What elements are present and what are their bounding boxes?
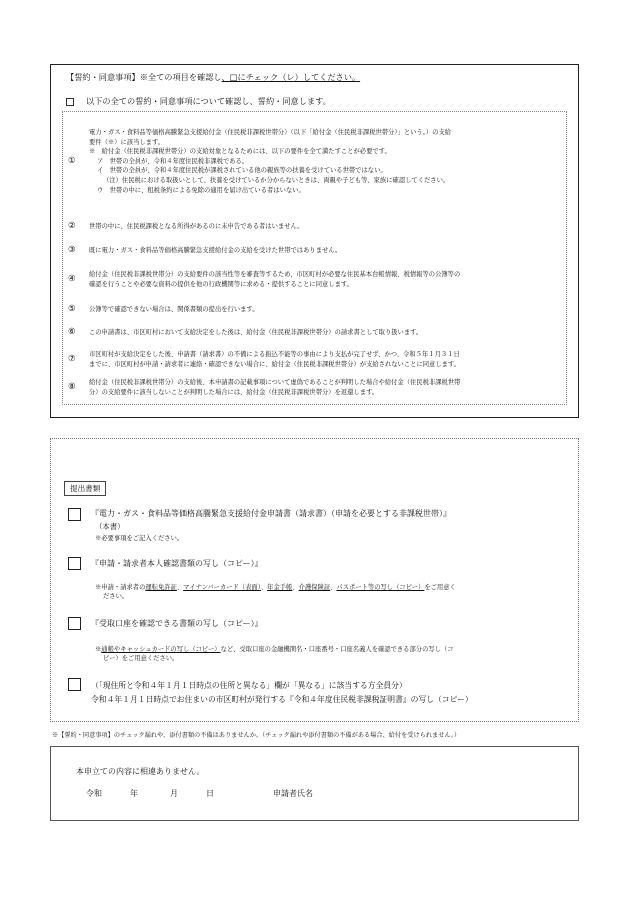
doc2-note-sep: 、: [292, 584, 299, 591]
doc4-checkbox[interactable]: [68, 678, 81, 691]
date-era-label: 令和: [86, 789, 102, 798]
applicant-name-label: 申請者氏名: [273, 789, 313, 798]
doc2-note-line2: ださい。: [103, 593, 129, 600]
pledge-item-number: ⑦: [68, 354, 76, 364]
doc3-note-passbook: 通帳やキャッシュカードの写し（コピー）: [101, 646, 221, 653]
pledge-item-line: ※ 給付金（住民税非課税世帯分）の支給対象となるためには、以下の要件を全て満たすことが必要です。: [89, 148, 391, 156]
pledge-item-line: 世帯の中に、住民税課税となる所得があるのに未申告である者はいません。: [89, 223, 304, 230]
pledge-item-line: ア 世帯の全員が、令和４年度住民税非課税である。: [97, 157, 249, 165]
pledge-header-instruction: 、□にチェック（レ）してください。: [221, 72, 361, 82]
pledge-item-line: イ 世帯の全員が、令和４年度住民税が課税されている他の親族等の扶養を受けている世帯ではない。: [97, 167, 387, 175]
doc4-title: 令和４年１月１日時点でお住まいの市区町村が発行する『令和４年度住民税非課税証明書』の写し（コピー）: [91, 695, 473, 704]
doc2-note-sep: 、: [260, 584, 268, 591]
pledge-item-line: までに、市区町村が申請・請求者に連絡・確認できない場合に、給付金（住民税非課税世帯分）が支給されないことに同意します。: [89, 360, 461, 368]
doc1-subtitle: （本書）: [95, 522, 125, 531]
doc2-note-mynumber: マイナンバーカード（表面）: [183, 584, 261, 591]
pledge-item-number: ⑥: [68, 327, 76, 337]
doc2-note-license: 運転免許証: [145, 584, 177, 591]
date-year-label: 年: [130, 789, 138, 798]
pledge-item-line: 分）の支給要件に該当しないことが判明した場合には、給付金（住民税非課税世帯分）を返還します。: [89, 388, 379, 396]
doc2-note-sep: 、: [330, 584, 337, 591]
doc2-note-suffix: をご用意く: [424, 584, 456, 591]
doc3-note-rest: など、受取口座の金融機関名・口座番号・口座名義人を確認できる部分の写し（コ: [220, 646, 454, 653]
pledge-item-line: 市区町村が支給決定をした後、申請書（請求書）の不備による振込不能等の事由により支払が完了せず、かつ、令和５年１月３１日: [89, 351, 460, 358]
pledge-item-line: ウ 世帯の中に、租税条約による免除の適用を届け出ている者はいない。: [97, 186, 305, 194]
pledge-item-line: 電力・ガス・食料品等価格高騰緊急支援給付金（住民税非課税世帯分）（以下「給付金（住民税非課税世帯分）」という。）の支給: [89, 129, 452, 136]
pledge-item-number: ①: [68, 156, 76, 166]
check-warning: ※【誓約・同意事項】のチェック漏れや、添付書類の不備はありませんか。（チェック漏れや添付書類の不備がある場合、給付を受けられません。）: [52, 732, 461, 739]
doc3-note: [95, 645, 555, 663]
doc1-title: 『電力・ガス・食料品等価格高騰緊急支援給付金申請書（請求書）（申請を必要とする非課税世帯）』: [91, 509, 451, 518]
doc2-note-pension: 年金手帳: [267, 584, 293, 591]
documents-section-title: 提出書類: [64, 481, 106, 496]
pledge-item-line: 公簿等で確認できない場合は、関係書類の提出を行います。: [89, 306, 259, 313]
master-pledge-row[interactable]: [66, 96, 331, 107]
doc2-note: [95, 583, 555, 601]
declaration-section: [50, 746, 579, 821]
pledge-item-line: 要件（※）に該当します。: [89, 138, 165, 146]
doc2-note-prefix: ※申請・請求者の: [95, 584, 146, 591]
doc2-title: 『申請・請求者本人確認書類の写し（コピー）』: [91, 559, 263, 568]
doc2-note-care: 介護保険証: [298, 584, 331, 591]
pledge-item-line: （注）住民税における取扱いとして、扶養を受けているか分からないときは、両親や子ども等、家族に確認してください。: [103, 176, 450, 184]
pledge-header: [66, 72, 360, 83]
master-pledge-label: 以下の全ての誓約・同意事項について確認し、誓約・同意します。: [86, 96, 331, 106]
pledge-item-number: ⑤: [68, 304, 76, 314]
pledge-item-line: 給付金（住民税非課税世帯分）の支給要件の該当性等を審査等するため、市区町村が必要な住民基本台帳情報、税情報等の公簿等の: [89, 271, 461, 278]
doc4-condition: （「現住所と令和４年１月１日時点の住所と異なる」欄が「異なる」に該当する方全員分）: [91, 681, 407, 690]
doc2-note-passport: パスポート等の写し（コピー）: [336, 584, 425, 591]
master-pledge-checkbox[interactable]: [66, 98, 74, 106]
doc3-title: 『受取口座を確認できる書類の写し（コピー）』: [91, 619, 263, 628]
pledge-item-line: 給付金（住民税非課税世帯分）の支給後、本申請書の記載事項について虚偽であることが判明した場合や給付金（住民税非課税世帯: [89, 379, 461, 386]
pledge-header-prefix: 【誓約・同意事項】※全ての項目を確認し: [66, 72, 222, 82]
pledge-item-line: この申請書は、市区町村において支給決定をした後は、給付金（住民税非課税世帯分）の請求書として取り扱います。: [89, 329, 423, 336]
doc2-note-sep: 、: [176, 584, 184, 591]
doc3-note-prefix: ※: [95, 646, 102, 653]
pledge-item-number: ②: [68, 221, 76, 231]
pledge-item-number: ④: [68, 274, 76, 284]
declaration-statement: 本申立ての内容に相違ありません。: [76, 767, 205, 776]
pledge-item-line: 既に電力・ガス・食料品等価格高騰緊急支援給付金の支給を受けた世帯ではありません。: [89, 247, 342, 254]
pledge-item-number: ⑧: [68, 382, 76, 392]
pledge-item-line: 確認を行うことや必要な資料の提供を他の行政機関等に求める・提供することに同意します。: [89, 280, 353, 288]
doc1-checkbox[interactable]: [68, 508, 81, 521]
doc1-note: ※必要事項をご記入ください。: [95, 535, 184, 542]
doc2-checkbox[interactable]: [68, 557, 81, 570]
date-month-label: 月: [170, 789, 178, 798]
pledge-item-number: ③: [68, 245, 76, 255]
date-day-label: 日: [206, 789, 214, 798]
doc3-note-line2: ピー）をご用意ください。: [103, 655, 179, 662]
doc3-checkbox[interactable]: [68, 617, 81, 630]
